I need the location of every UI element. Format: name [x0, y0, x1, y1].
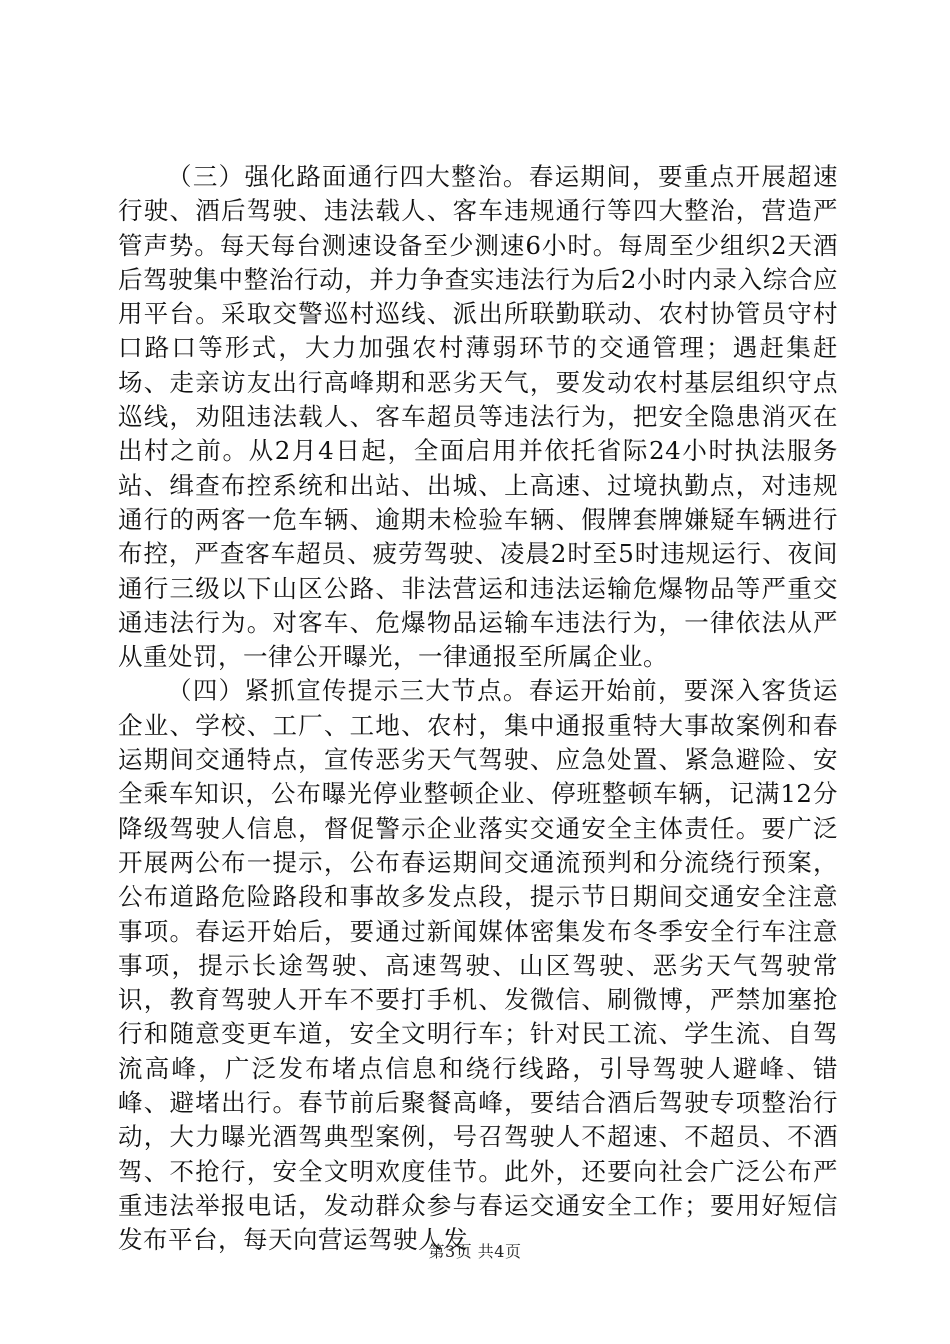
- page-footer: 第3页 共4页: [428, 1242, 522, 1261]
- document-body: [118, 160, 838, 1258]
- paragraph-publicity-reminders: （四）紧抓宣传提示三大节点。春运开始前，要深入客货运企业、学校、工厂、工地、农村，集中通报重特大事故案例和春运期间交通特点，宣传恶劣天气驾驶、应急处置、紧急避险、安全乘车知识，公布曝光停业整顿企业、停班整顿车辆，记满12分降级驾驶人信息，督促警示企业落实交通安全主体责任。要广泛开展两公布一提示，公布春运期间交通流预判和分流绕行预案，公布道路危险路段和事故多发点段，提示节日期间交通安全注意事项。春运开始后，要通过新闻媒体密集发布冬季安全行车注意事项，提示长途驾驶、高速驾驶、山区驾驶、恶劣天气驾驶常识，教育驾驶人开车不要打手机、发微信、刷微博，严禁加塞抢行和随意变更车道，安全文明行车；针对民工流、学生流、自驾流高峰，广泛发布堵点信息和绕行线路，引导驾驶人避峰、错峰、避堵出行。春节前后聚餐高峰，要结合酒后驾驶专项整治行动，大力曝光酒驾典型案例，号召驾驶人不超速、不超员、不酒驾、不抢行，安全文明欢度佳节。此外，还要向社会广泛公布严重违法举报电话，发动群众参与春运交通安全工作；要用好短信发布平台，每天向营运驾驶人发: [118, 676, 838, 1255]
- paragraph-strengthen-road-enforcement: （三）强化路面通行四大整治。春运期间，要重点开展超速行驶、酒后驾驶、违法载人、客车违规通行等四大整治，营造严管声势。每天每台测速设备至少测速6小时。每周至少组织2天酒后驾驶集中整治行动，并力争查实违法行为后2小时内录入综合应用平台。采取交警巡村巡线、派出所联勤联动、农村协管员守村口路口等形式，大力加强农村薄弱环节的交通管理；遇赶集赶场、走亲访友出行高峰期和恶劣天气，要发动农村基层组织守点巡线，劝阻违法载人、客车超员等违法行为，把安全隐患消灭在出村之前。从2月4日起，全面启用并依托省际24小时执法服务站、缉查布控系统和出站、出城、上高速、过境执勤点，对违规通行的两客一危车辆、逾期未检验车辆、假牌套牌嫌疑车辆进行布控，严查客车超员、疲劳驾驶、凌晨2时至5时违规运行、夜间通行三级以下山区公路、非法营运和违法运输危爆物品等严重交通违法行为。对客车、危爆物品运输车违法行为，一律依法从严从重处罚，一律公开曝光，一律通报至所属企业。: [118, 162, 838, 672]
